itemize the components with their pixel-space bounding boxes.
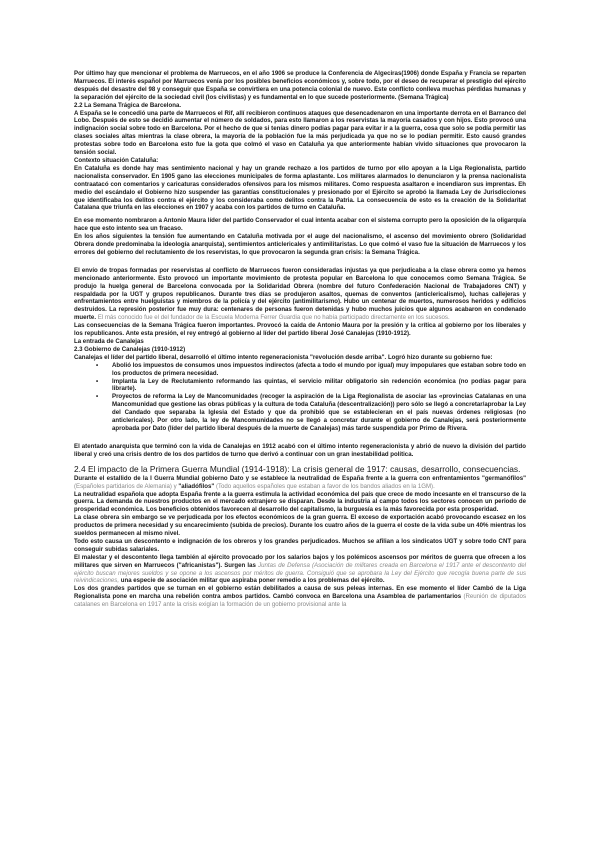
paragraph-marruecos: Por último hay que mencionar el problema de Marruecos, en el año 1906 se produce la Conferencia de Algeciras(1906) donde España y Francia se reparten Marruecos. El interés español por Marruecos venía por los posibles beneficios económicos y, sobre todo, por el deseo de recuperar el prestigio del ejército después del desastre del 98 y conseguir que España se convirtiera en una potencia colonial de nuevo. Este conflicto conlleva muchas pérdidas humanas y la separación del ejército de la sociedad civil (los civilistas) y es fundamental en lo que sucede posteriormente. (Semana Trágica) [74,70,526,101]
context-heading: Contexto situación Cataluña: [74,156,159,164]
paragraph-partidos-turno [74,585,526,609]
paragraph-descontento: Todo esto causa un descontento e indignación de los obreros y los grandes perjudicados. Muchos se afilian a los sindicatos UGT y sobre todo CNT para conseguir subidas salariales. [74,537,526,553]
paragraph-neutralidad-intro [74,475,526,491]
paragraph-entrada-canalejas: La entrada de Canalejas [74,338,144,345]
paragraph-envio-tropas [74,267,526,322]
partidos-text: Los dos grandes partidos que se turnan en el gobierno están debilitados a causa de sus peleas internas. En ese momento el líder Cambó de la Liga Regionalista pone en marcha una rebelión contra ambos partidos. Cambó convoca en Barcelona una Asamblea de parlamentarios [74,585,526,601]
paragraph-neutralidad-economia: La neutralidad española que adopta España frente a la guerra estimula la actividad económica del país que crece de modo incesante en el transcurso de la guerra. La demanda de nuestros productos en el mercado extranjero se disparan. Desde la industria al campo todos los sectores conocen un periodo de prosperidad económica. Los beneficios obtenidos favorecen al desarrollo del capitalismo, la burguesía es la más favorecida por esta prosperidad. [74,490,526,514]
paragraph-semana-tragica-intro: A España se le concedió una parte de Marruecos el Rif, allí recibieron continuos ataques que desencadenaron en una importante derrota en el Barranco del Lobo. Después de esto se decidió aumentar el número de soldados, para esto llamaron a los reservistas la mayoría casados y con hijos. Esto provocó una indignación social sobre todo en Barcelona. Por el hecho de que si tenías dinero podías pagar para evitar ir a la guerra, cosa que solo se podía permitir las clases sociales altas mientras la clase obrera, la mayoría de la población fue la más perjudicada ya que no se lo podían permitir. Esto causó grandes protestas sobre todo en Barcelona esto fue la gota que colmó el vaso en Cataluña ya que anteriormente habían vivido situaciones que provocaron la tensión social. [74,109,526,157]
paragraph-cataluna-context: En Cataluña es donde hay mas sentimiento nacional y hay un grande rechazo a los partidos de turno por ello apoyan a la Liga Regionalista, partido nacionalista conservador. En 1905 gano las elecciones municipales de forma aplastante. Los militares alarmados lo denunciaron y la prensa nacionalista contraatacó con comentarios y caricaturas considerados ofensivos para los mismos militares. Como respuesta asaltaron e incendiaron sus imprentas. Eh medio del escándalo el Gobierno hizo suspender las garantías constitucionales y presionado por el Ejército se aprobó la llamada Ley de Jurisdicciones que identificaba los delitos contra el ejército y los consideraba como delitos contra la Patria. La consecuencia de esto es la creación de la Solidaritat Catalana que triunfa en las elecciones en 1907 y acaba con los partidos de turno en Cataluña. [74,164,526,212]
asamblea-note: (Reunión de diputados catalanes en Barcelona en 1917 ante la crisis exigían la formación de un gobierno provisional ante la [74,593,526,609]
paragraph-atentado: El atentado anarquista que terminó con la vida de Canalejas en 1912 acabó con el último intento regeneracionista y abrió de nuevo la división del partido liberal y creó una crisis dentro de los dos partidos de turno que derivó a continuar con un gran inestabilidad política. [74,442,526,458]
juntas-defensa-note: Juntas de Defensa (Asociación de militares creada en Barcelona el 1917 ante el descontento del ejército buscan mejores sueldos y se opone a los ascensos por méritos de guerra. Consiguió que se aprobara la Ley del Ejército que recogía buena parte de sus reivindicaciones, [74,561,526,585]
paragraph-clase-obrera: La clase obrera sin embargo se ve perjudicada por los efectos económicos de la gran guerra. El exceso de exportación acabó provocando escasez en los productos de primera necesidad y su encarecimiento (subida de precios). Durante los cuatro años de la guerra el coste de la vida sube un 40% mientras los sueldos permanecen al mismo nivel. [74,514,526,538]
gm-intro-text: Durante el estallido de la I Guerra Mundial gobierno Dato y se establece la neutralidad de España frente a la guerra con enfrentamientos "germanófilos" [74,474,526,482]
envio-tropas-text: El envío de tropas formadas por reservistas al conflicto de Marruecos fueron consideradas injustas ya que perjudicaba a la clase obrera como ya hemos mencionado anteriormente. Esto provocó un importante movimiento de protesta popular en Barcelona lo que conocemos como Semana Trágica. Se produjo la huelga general de Barcelona convocada por la Solidaridad Obrera (nombre del futuro Confederación Nacional de Trabajadores CNT) y respaldada por la UGT y grupos republicanos. Durante tres días se produjeron asaltos, quemas de conventos (anticlericalismo), luchas callejeras y enfrentamientos entre huelguistas y miembros de la policía y del ejército (antimilitarismo). Hubo un centenar de muertos, numerosos heridos y edificios destruidos. La represión posterior fue muy dura: centenares de personas fueron detenidas y hubo muchos juicios que algunos acabaron en condenado muerte. [74,266,526,322]
list-item: • Abolió los impuestos de consumos unos impuestos indirectos (afecta a todo el mundo por igual) muy impopulares que estaban sobre todo en los productos de primera necesidad. [112,362,526,378]
list-item: • Implanta la Ley de Reclutamiento reformando las quintas, el servicio militar obligatorio sin redención económica (no podías pagar para librarte). [112,378,526,394]
ferrer-guardia-note: El más conocido fue el del fundador de la Escuela Moderna Ferrer Guardia que no había participado directamente en los sucesos. [97,314,450,322]
paragraph-tension: En los años siguientes la tensión fue aumentando en Cataluña motivada por el auge del nacionalismo, el ascenso del movimiento obrero (Solidaridad Obrera donde predominaba la ideología anarquista), sentimientos anticlericales y antimilitaristas. Lo que colmó el vaso fue la situación de Marruecos y los errores del gobierno del reclutamiento de los reservistas, lo que provocaron la segunda gran crisis: la Semana Trágica. [74,233,526,256]
ejercito-text: El malestar y el descontento llega también al ejército provocado por los salarios bajos y los polémicos ascensos por méritos de guerra que ofrecen a los militares que sirven en Marruecos ("africanistas"). Surgen las [74,553,526,569]
paragraph-maura: En ese momento nombraron a Antonio Maura líder del partido Conservador el cual intenta acabar con el sistema corrupto pero la oposición de la oligarquía hace que esto intento sea un fracaso. [74,217,526,233]
section-heading-2-3: 2.3 Gobierno de Canalejas (1910-1912) [74,345,186,353]
list-item: • Proyectos de reforma la Ley de Mancomunidades (recoger la aspiración de la Liga Regionalista de asociar las «provincias Catalanas en una Mancomunidad que gestione las obras públicas y la cultura de toda Cataluña (descentralización)) pero sólo se llegó a concretar/aprobar la Ley del Candado que separaba la Iglesia del Estado y que da prohibió que se establecieran en el país nuevas órdenes religiosas (no anticlericales). Por otro lado, la ley de Mancomunidades no se llegó a concretar durante el gobierno de Canalejas, será posteriormente aprobada por Dato (líder del partido liberal después de la muerte de Canalejas) más tarde suspendida por Primo de Rivera. [112,393,526,433]
section-heading-2-4: 2.4 El impacto de la Primera Guerra Mundial (1914-1918): La crisis general de 1917: causas, desarrollo, consecuencias. [74,463,521,474]
paragraph-ejercito [74,554,526,586]
ejercito-text-end: una especie de asociación militar que aspiraba poner remedio a los problemas del ejército. [119,577,385,585]
germanofilos-note: (Españoles partidarios de Alemania) y [74,482,179,490]
document-body [74,70,526,609]
paragraph-canalejas-intro: Canalejas el líder del partido liberal, desarrolló el último intento regeneracionista "revolución desde arriba". Logró hizo durante su gobierno fue: [74,353,493,361]
canalejas-reforms-list [74,362,526,433]
aliadofilos-term: "aliadófilos" [178,482,215,490]
paragraph-consecuencias: Las consecuencias de la Semana Trágica fueron importantes. Provocó la caída de Antonio Maura por la presión y la crítica al gobierno por los liberales y los republicanos. Ante esta presión, el rey entregó al gobierno al líder del partido liberal José Canalejas (1910-1912). [74,322,526,338]
section-heading-2-2: 2.2 La Semana Trágica de Barcelona. [74,101,182,109]
aliadofilos-note: (Todo aquellos españoles que estaban a favor de los bandos aliados en la 1GM). [214,482,435,490]
